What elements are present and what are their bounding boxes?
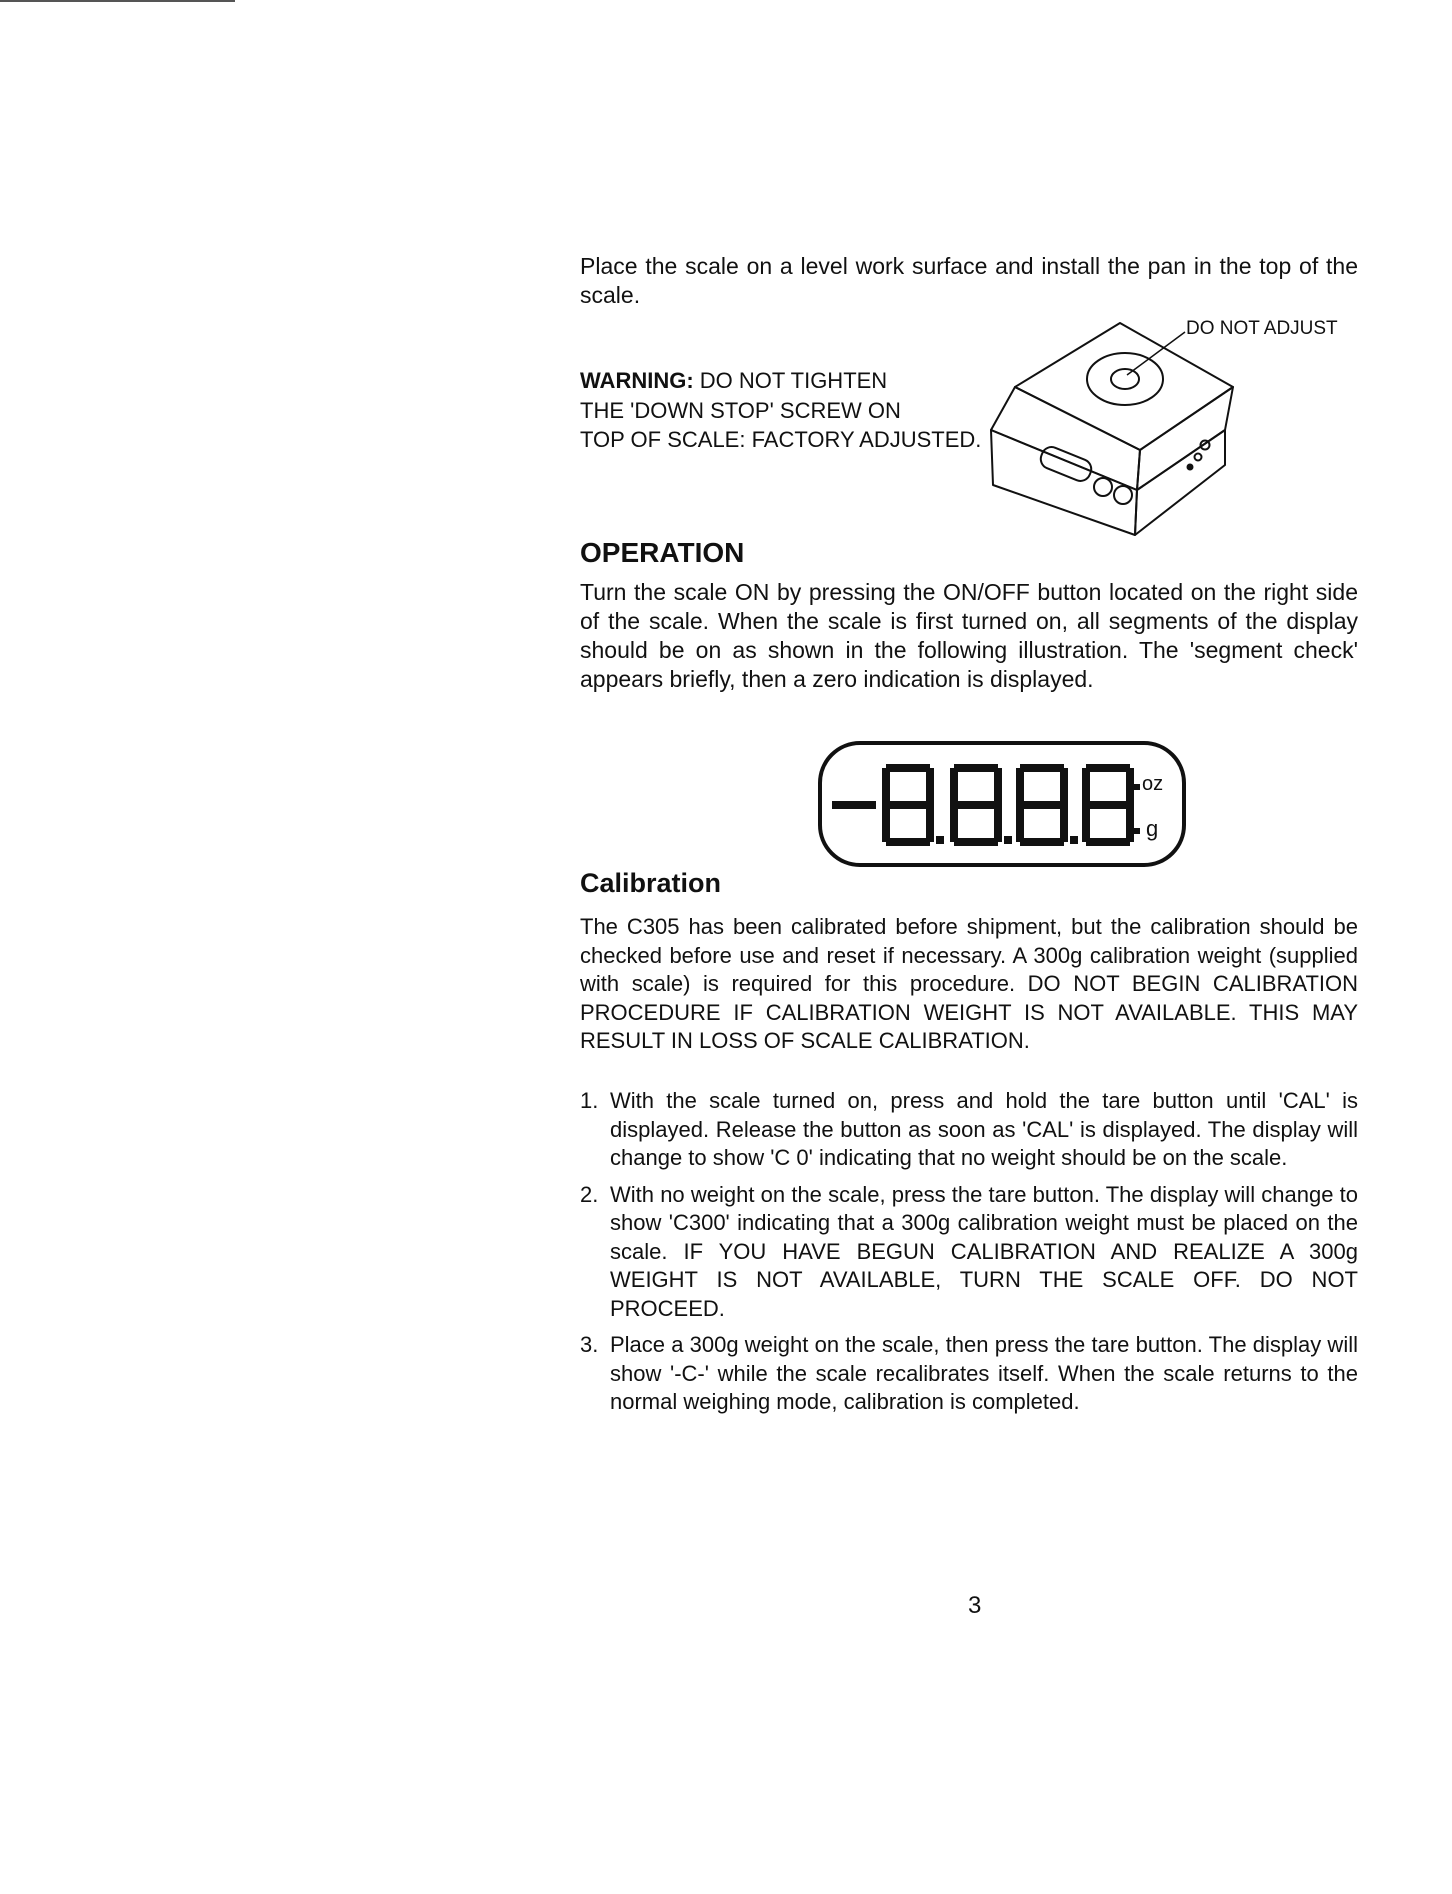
scale-pan [1087, 353, 1163, 405]
scale-base-front [991, 430, 1137, 535]
side-dot-1 [1188, 465, 1193, 470]
scale-display-window [1038, 444, 1094, 484]
do-not-adjust-label: DO NOT ADJUST [1186, 318, 1338, 339]
top-edge-line [0, 0, 235, 2]
warning-line-3: TOP OF SCALE: FACTORY ADJUSTED. [580, 427, 982, 452]
step-number: 3. [580, 1332, 599, 1357]
scale-illustration [985, 315, 1245, 565]
warning-label: WARNING: [580, 368, 694, 393]
intro-paragraph: Place the scale on a level work surface and install the pan in the top of the scale. [580, 253, 1358, 308]
calibration-text: The C305 has been calibrated before shipment, but the calibration should be checked before use and reset if necessary. A 300g calibration weight (supplied with scale) is required for this procedure. [580, 914, 1358, 996]
digit-decimal-point [1004, 836, 1012, 844]
down-stop-screw [1111, 369, 1139, 389]
scale-button-right [1114, 486, 1132, 504]
digit-decimal-point [936, 836, 944, 844]
scale-button-left [1094, 478, 1112, 496]
page-number: 3 [968, 1592, 982, 1619]
display-digits [832, 768, 1140, 844]
step-item [580, 1087, 1358, 1173]
operation-paragraph: Turn the scale ON by pressing the ON/OFF button located on the right side of the scale. When the scale is first turned on, all segments of the display should be on as shown in the following illustration. The 'segment check' appears briefly, then a zero indication is displayed. [580, 579, 1358, 692]
display-unit-g: g [1146, 816, 1159, 841]
digit-decimal-point [1070, 836, 1078, 844]
calibration-heading: Calibration [580, 868, 722, 898]
step-text: With no weight on the scale, press the tare button. The display will change to show 'C300' indicating that a 300g calibration weight must be placed on the scale. IF YOU HAVE BEGUN CALIBRATION AND REALIZE A 300g WEIGHT IS NOT AVAILABLE, TURN THE SCALE OFF. DO NOT PROCEED. [610, 1181, 1358, 1321]
calibration-warning: DO NOT BEGIN CALIBRATION PROCEDURE IF CALIBRATION WEIGHT IS NOT AVAILABLE. THIS MAY RESULT IN LOSS OF SCALE CALIBRATION. [580, 971, 1358, 1053]
operation-heading: OPERATION [580, 537, 745, 568]
warning-line-1: DO NOT TIGHTEN [693, 368, 888, 393]
unit-indicator-oz [1134, 784, 1140, 790]
step-number: 2. [580, 1181, 599, 1207]
scale-base-side [1135, 430, 1225, 535]
warning-line-2: THE 'DOWN STOP' SCREW ON [580, 397, 901, 423]
step-number: 1. [580, 1088, 599, 1113]
step-text: Place a 300g weight on the scale, then press the tare button. The display will show '-C-' while the scale recalibrates itself. When the scale returns to the normal weighing mode, calibration is completed. [610, 1332, 1358, 1414]
calibration-paragraph [580, 913, 1358, 1056]
scale-top-face [1015, 323, 1233, 450]
step-item [580, 1181, 1358, 1324]
segment-display-illustration [816, 738, 1191, 873]
unit-indicator-g [1134, 828, 1140, 834]
warning-text [580, 366, 981, 455]
step-text: With the scale turned on, press and hold the tare button until 'CAL' is displayed. Release the button as soon as 'CAL' is displayed. The display will change to show 'C 0' indicating that no weight should be on the scale. [610, 1088, 1358, 1170]
side-dot-2 [1195, 454, 1202, 461]
calibration-steps [580, 1087, 1358, 1417]
step-item [580, 1331, 1358, 1417]
scale-right-side [1137, 387, 1233, 490]
display-unit-oz: oz [1142, 773, 1164, 795]
